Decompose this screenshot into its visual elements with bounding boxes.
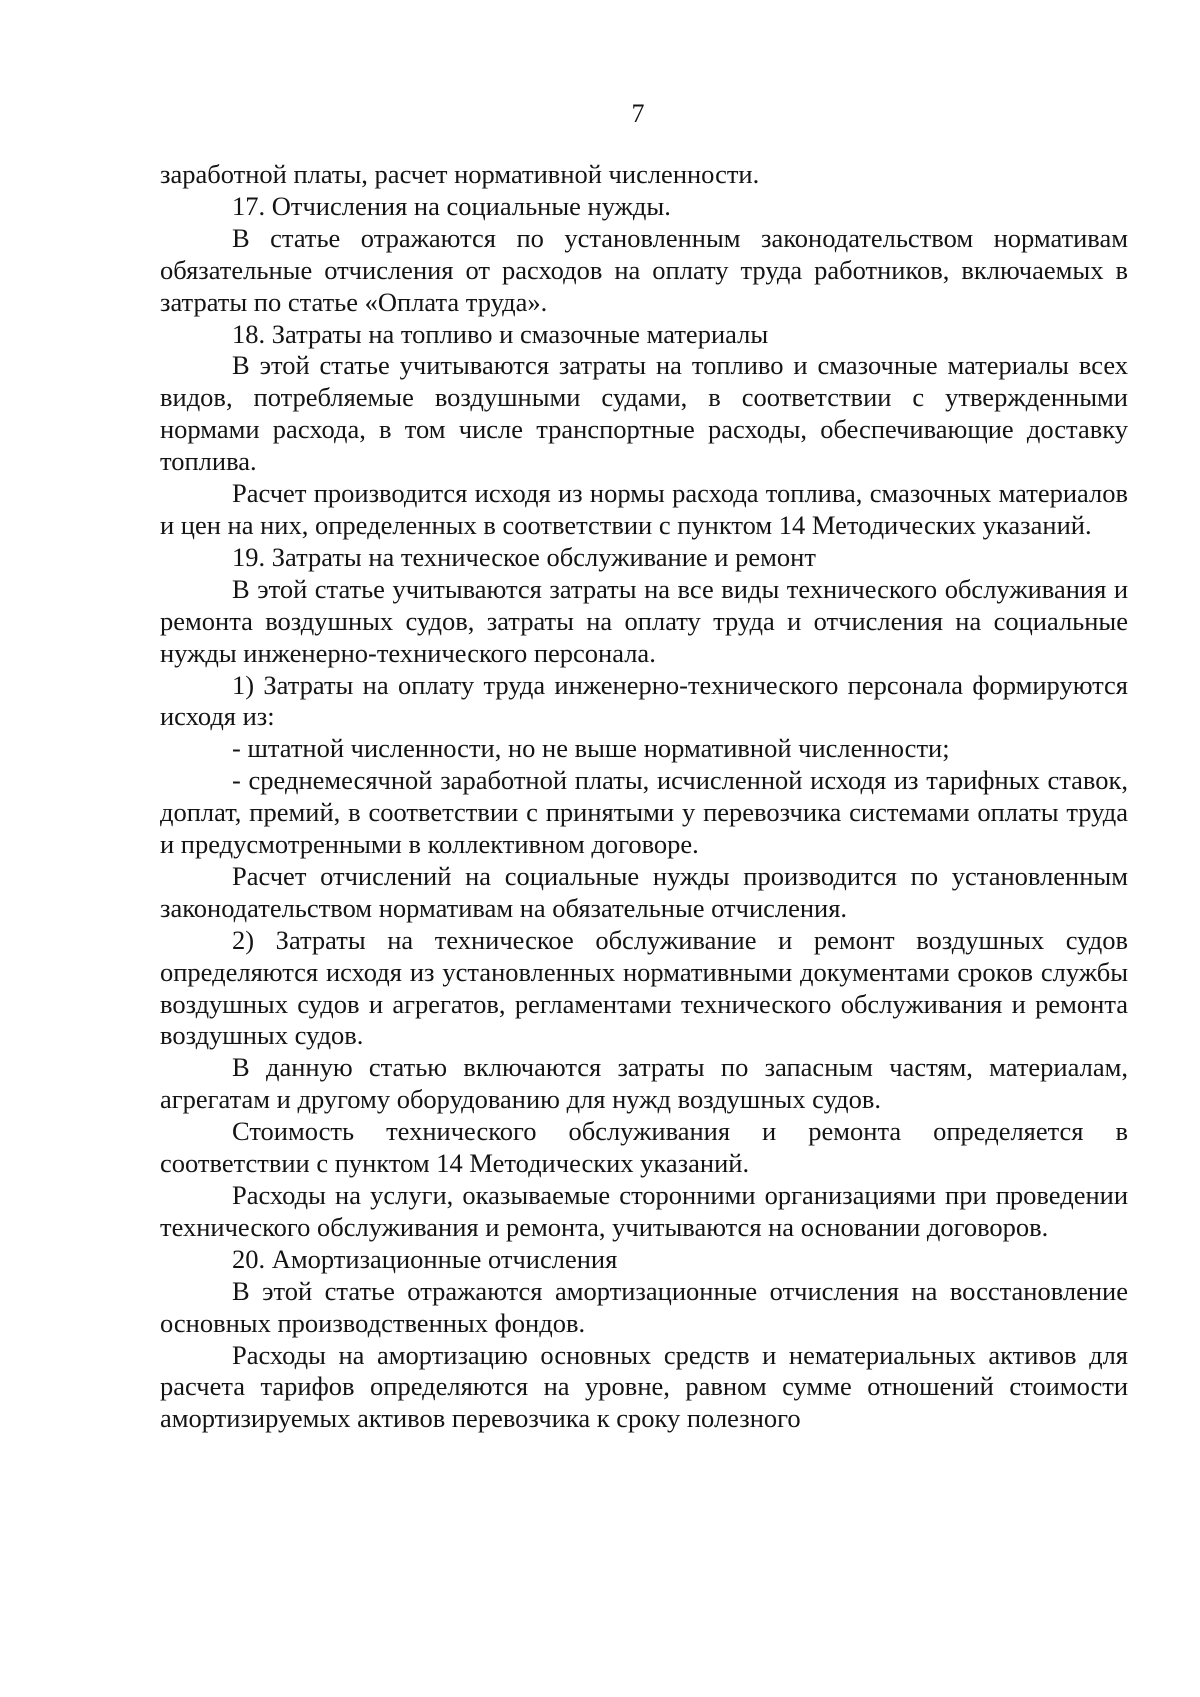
list-item: - штатной численности, но не выше нормативной численности; (232, 733, 950, 764)
page-number: 7 (631, 99, 645, 128)
heading-item-19: 19. Затраты на техническое обслуживание и ремонт (232, 541, 816, 572)
paragraph: Расчет отчислений на социальные нужды производится по установленным законодательством нормативам на обязательные отчисления. (160, 860, 1128, 923)
document-body (160, 159, 1128, 1435)
numbered-paragraph: 1) Затраты на оплату труда инженерно-технического персонала формируются исходя из: (160, 669, 1128, 732)
paragraph: Расходы на услуги, оказываемые сторонними организациями при проведении технического обслуживания и ремонта, учитываются на основании договоров. (160, 1180, 1128, 1242)
paragraph: В этой статье учитываются затраты на топливо и смазочные материалы всех видов, потребляемые воздушными судами, в соответствии с утвержденными нормами расхода, в том числе транспортные расходы, обеспечивающие доставку топлива. (160, 350, 1128, 477)
paragraph: В этой статье отражаются амортизационные отчисления на восстановление основных производственных фондов. (160, 1275, 1128, 1338)
list-item: - среднемесячной заработной платы, исчисленной исходя из тарифных ставок, доплат, премий, в соответствии с принятыми у перевозчика системами оплаты труда и предусмотренными в коллективном договоре. (160, 765, 1128, 860)
paragraph: Стоимость технического обслуживания и ремонта определяется в соответствии с пунктом 14 Методических указаний. (160, 1116, 1128, 1179)
paragraph: В данную статью включаются затраты по запасным частям, материалам, агрегатам и другому оборудованию для нужд воздушных судов. (160, 1052, 1128, 1115)
paragraph: В этой статье учитываются затраты на все виды технического обслуживания и ремонта воздушных судов, затраты на оплату труда и отчисления на социальные нужды инженерно-технического персонала. (160, 573, 1128, 668)
heading-item-17: 17. Отчисления на социальные нужды. (232, 190, 671, 221)
paragraph: Расчет производится исходя из нормы расхода топлива, смазочных материалов и цен на них, определенных в соответствии с пунктом 14 Методических указаний. (160, 478, 1128, 540)
numbered-paragraph: 2) Затраты на техническое обслуживание и ремонт воздушных судов определяются исходя из установленных нормативными документами сроков службы воздушных судов и агрегатов, регламентами технического обслуживания и ремонта воздушных судов. (160, 924, 1128, 1051)
heading-item-18: 18. Затраты на топливо и смазочные материалы (232, 318, 769, 349)
paragraph: В статье отражаются по установленным законодательством нормативам обязательные отчисления от расходов на оплату труда работников, включаемых в затраты по статье «Оплата труда». (160, 222, 1128, 317)
paragraph: Расходы на амортизацию основных средств и нематериальных активов для расчета тарифов определяются на уровне, равном сумме отношений стоимости амортизируемых активов перевозчика к сроку полезного (160, 1339, 1128, 1434)
heading-item-20: 20. Амортизационные отчисления (232, 1243, 618, 1274)
paragraph-continuation: заработной платы, расчет нормативной численности. (160, 159, 760, 189)
